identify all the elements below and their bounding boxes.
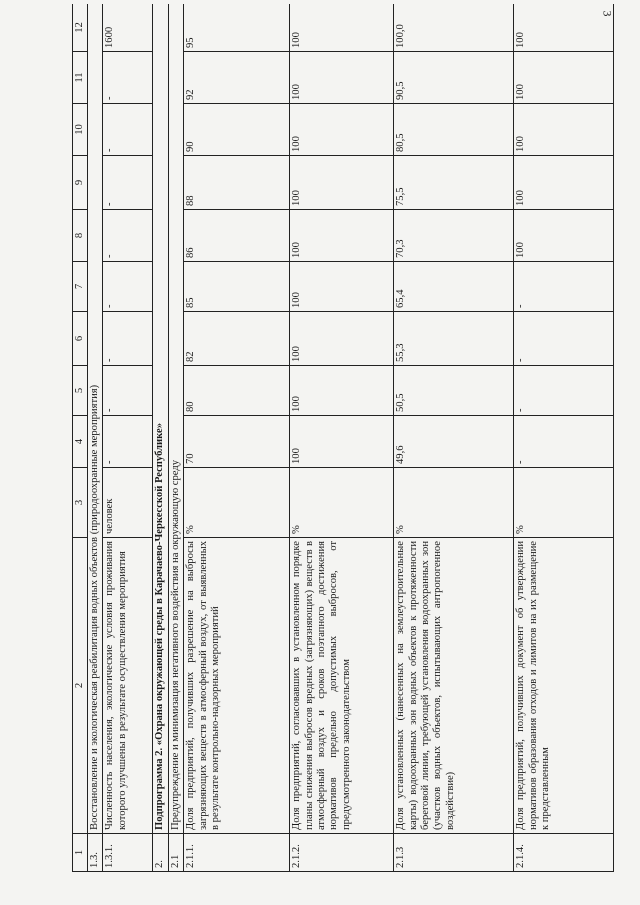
- unit: человек: [103, 468, 153, 538]
- row-number: 2.1.3: [394, 834, 514, 872]
- value-cell: -: [103, 210, 153, 262]
- table-row: [103, 4, 153, 872]
- unit: %: [184, 468, 290, 538]
- value-cell: 80: [184, 366, 290, 416]
- header-row: [73, 4, 88, 872]
- column-number: 9: [73, 156, 88, 210]
- value-cell: 100: [514, 104, 614, 156]
- value-cell: -: [103, 262, 153, 312]
- value-cell: 100: [514, 4, 614, 52]
- section-row: [153, 4, 168, 872]
- value-cell: 100: [290, 156, 394, 210]
- value-cell: 92: [184, 52, 290, 104]
- indicator-description: Доля установленных (нанесенных на землеустроительные карты) водоохранных зон водных объектов к протяженности береговой линии, требующей установления водоохранных зон (участков водных объектов, испытывающих антропогенное воздействие): [394, 538, 514, 834]
- column-number: 8: [73, 210, 88, 262]
- table-row: [514, 4, 614, 872]
- section-row: [88, 4, 103, 872]
- value-cell: -: [514, 366, 614, 416]
- section-row: [168, 4, 183, 872]
- value-cell: -: [103, 366, 153, 416]
- indicator-description: Численность населения, экологические условия проживания которого улучшены в результате осуществления мероприятия: [103, 538, 153, 834]
- value-cell: 100: [290, 210, 394, 262]
- value-cell: 100: [290, 312, 394, 366]
- column-number: 3: [73, 468, 88, 538]
- indicators-table: [72, 4, 614, 872]
- unit: %: [290, 468, 394, 538]
- value-cell: -: [103, 104, 153, 156]
- row-number: 2.1.2.: [290, 834, 394, 872]
- value-cell: -: [103, 52, 153, 104]
- row-number: 1.3.: [88, 834, 103, 872]
- indicator-description: Доля предприятий, получивших разрешение на выбросы загрязняющих веществ в атмосферный воздух, от выявленных в результате контрольно-надзорных мероприятий: [184, 538, 290, 834]
- row-number: 2.1: [168, 834, 183, 872]
- value-cell: 90: [184, 104, 290, 156]
- value-cell: -: [103, 156, 153, 210]
- value-cell: -: [514, 262, 614, 312]
- value-cell: -: [514, 312, 614, 366]
- column-number: 4: [73, 416, 88, 468]
- value-cell: 88: [184, 156, 290, 210]
- table-row: [290, 4, 394, 872]
- value-cell: 1600: [103, 4, 153, 52]
- column-number: 5: [73, 366, 88, 416]
- value-cell: 100: [290, 366, 394, 416]
- value-cell: 50,5: [394, 366, 514, 416]
- value-cell: 65,4: [394, 262, 514, 312]
- value-cell: 70,3: [394, 210, 514, 262]
- value-cell: 100: [514, 210, 614, 262]
- column-number: 6: [73, 312, 88, 366]
- section-title: Предупреждение и минимизация негативного воздействия на окружающую среду: [168, 4, 183, 834]
- indicator-description: Доля предприятий, получивших документ об утверждении нормативов образования отходов и лимитов на их размещение к представленным: [514, 538, 614, 834]
- value-cell: 100: [290, 52, 394, 104]
- value-cell: 82: [184, 312, 290, 366]
- unit: %: [514, 468, 614, 538]
- value-cell: 100: [290, 4, 394, 52]
- value-cell: -: [103, 416, 153, 468]
- page-number: 3: [600, 10, 615, 17]
- value-cell: 100: [514, 52, 614, 104]
- value-cell: 75,5: [394, 156, 514, 210]
- value-cell: -: [103, 312, 153, 366]
- value-cell: 49,6: [394, 416, 514, 468]
- indicator-description: Доля предприятий, согласовавших в установленном порядке планы снижения выбросов вредных (загрязняющих) веществ в атмосферный воздух и сроков поэтапного достижения нормативов предельно допустимых выбросов, от предусмотренного законодательством: [290, 538, 394, 834]
- value-cell: 100: [290, 416, 394, 468]
- row-number: 2.1.4.: [514, 834, 614, 872]
- column-number: 12: [73, 4, 88, 52]
- value-cell: 55,3: [394, 312, 514, 366]
- row-number: 2.: [153, 834, 168, 872]
- row-number: 2.1.1.: [184, 834, 290, 872]
- value-cell: -: [514, 416, 614, 468]
- section-title: Подпрограмма 2. «Охрана окружающей среды в Карачаево-Черкесской Республике»: [153, 4, 168, 834]
- value-cell: 80,5: [394, 104, 514, 156]
- column-number: 11: [73, 52, 88, 104]
- column-number: 10: [73, 104, 88, 156]
- value-cell: 70: [184, 416, 290, 468]
- row-number: 1.3.1.: [103, 834, 153, 872]
- value-cell: 100,0: [394, 4, 514, 52]
- table-row: [394, 4, 514, 872]
- rotated-table-container: [72, 4, 620, 872]
- column-number: 2: [73, 538, 88, 834]
- value-cell: 86: [184, 210, 290, 262]
- value-cell: 100: [514, 156, 614, 210]
- value-cell: 85: [184, 262, 290, 312]
- section-title: Восстановление и экологическая реабилитация водных объектов (природоохранные мероприятия): [88, 4, 103, 834]
- unit: %: [394, 468, 514, 538]
- column-number: 7: [73, 262, 88, 312]
- value-cell: 95: [184, 4, 290, 52]
- value-cell: 100: [290, 262, 394, 312]
- column-number: 1: [73, 834, 88, 872]
- table-row: [184, 4, 290, 872]
- value-cell: 100: [290, 104, 394, 156]
- value-cell: 90,5: [394, 52, 514, 104]
